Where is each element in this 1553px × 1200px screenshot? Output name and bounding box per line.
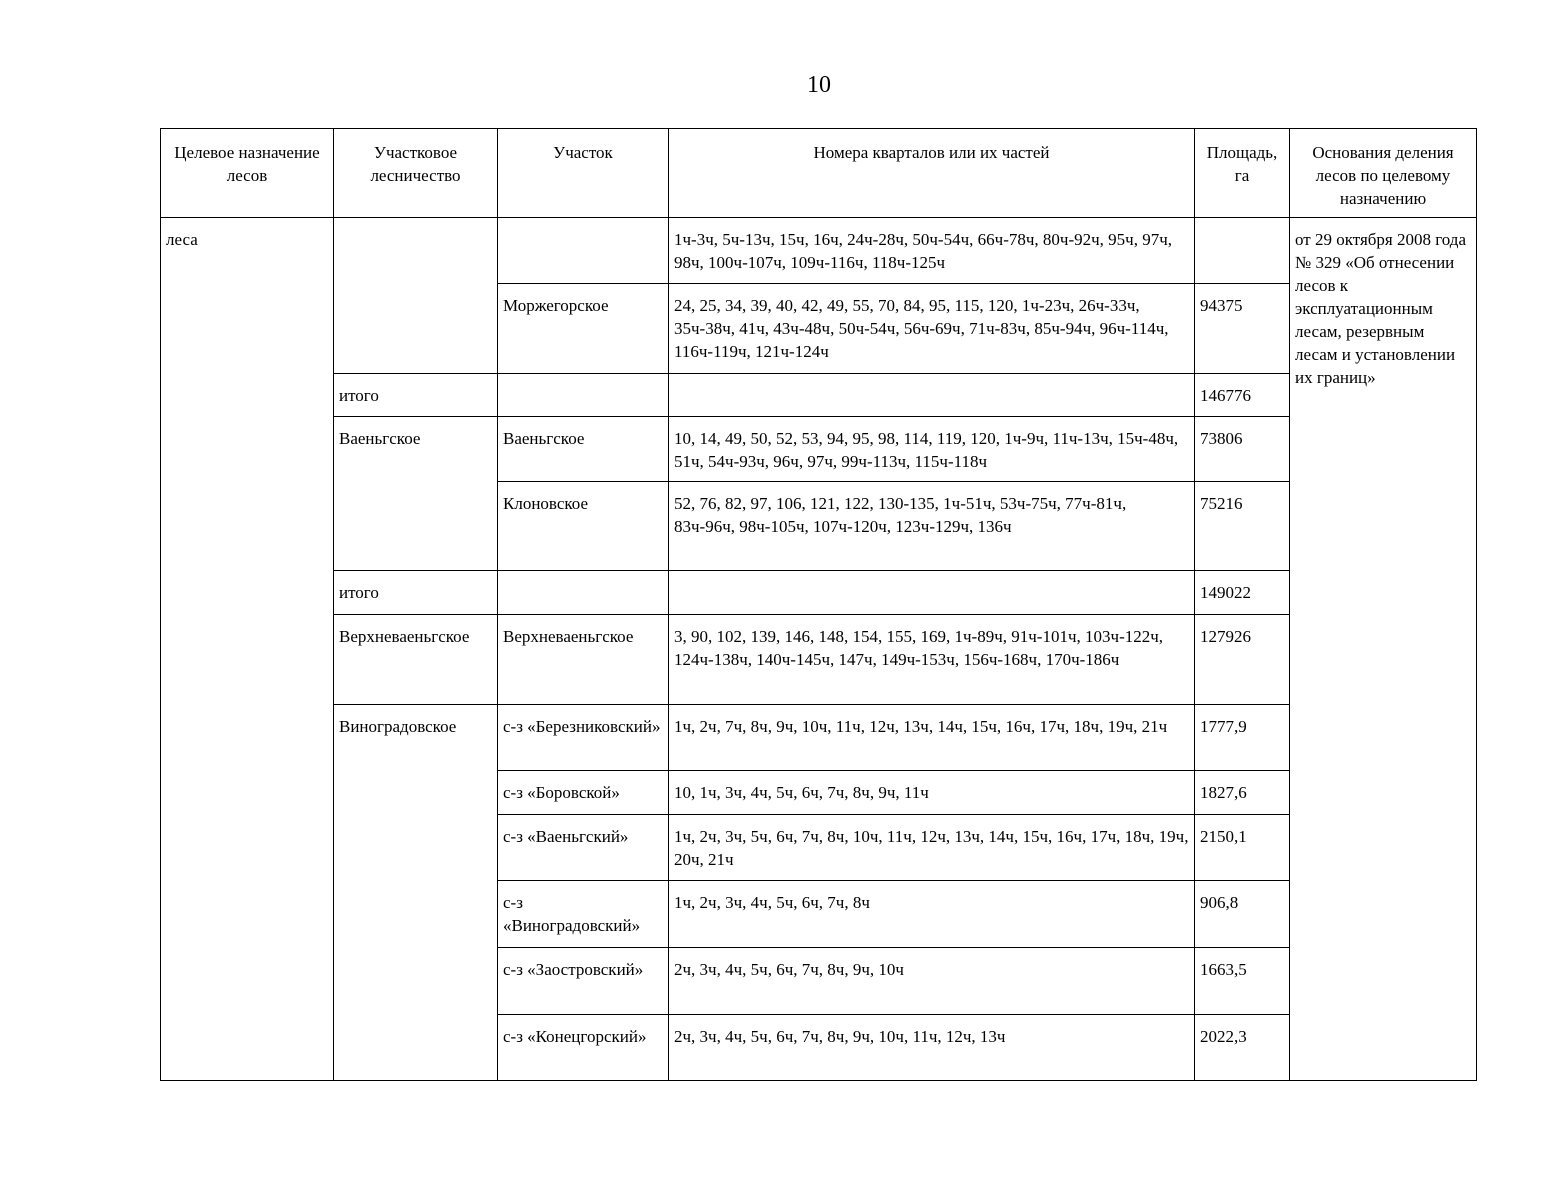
section-cell xyxy=(498,218,669,284)
section-cell: с-з «Ваеньгский» xyxy=(498,815,669,881)
header-quarters: Номера кварталов или их частей xyxy=(669,129,1195,218)
section-cell: с-з «Боровской» xyxy=(498,771,669,815)
section-cell: Ваеньгское xyxy=(498,417,669,482)
table-row xyxy=(161,417,1477,482)
table-row xyxy=(161,615,1477,705)
area-cell: 73806 xyxy=(1195,417,1290,482)
area-cell: 75216 xyxy=(1195,482,1290,571)
section-cell: с-з «Заостровский» xyxy=(498,948,669,1015)
table-row xyxy=(161,705,1477,771)
quarters-cell xyxy=(669,571,1195,615)
table-row-total xyxy=(161,571,1477,615)
section-cell xyxy=(498,571,669,615)
table-row xyxy=(161,218,1477,284)
forestry-cell: итого xyxy=(334,571,498,615)
forestry-cell: итого xyxy=(334,374,498,417)
area-cell: 146776 xyxy=(1195,374,1290,417)
forest-division-table xyxy=(160,128,1477,1081)
area-cell: 1663,5 xyxy=(1195,948,1290,1015)
quarters-cell: 10, 14, 49, 50, 52, 53, 94, 95, 98, 114, 119, 120, 1ч-9ч, 11ч-13ч, 15ч-48ч, 51ч, 54ч-93ч, 96ч, 97ч, 99ч-113ч, 115ч-118ч xyxy=(669,417,1195,482)
quarters-cell: 1ч, 2ч, 3ч, 4ч, 5ч, 6ч, 7ч, 8ч xyxy=(669,881,1195,948)
section-cell: с-з «Виноградовский» xyxy=(498,881,669,948)
section-cell: с-з «Березниковский» xyxy=(498,705,669,771)
section-cell xyxy=(498,374,669,417)
area-cell: 149022 xyxy=(1195,571,1290,615)
header-purpose: Целевое назначение лесов xyxy=(161,129,334,218)
table-header-row xyxy=(161,129,1477,218)
section-cell: с-з «Конецгорский» xyxy=(498,1015,669,1081)
area-cell: 1777,9 xyxy=(1195,705,1290,771)
forestry-cell: Верхневаеньгское xyxy=(334,615,498,705)
purpose-cell: леса xyxy=(161,218,334,1081)
area-cell: 94375 xyxy=(1195,284,1290,374)
quarters-cell: 10, 1ч, 3ч, 4ч, 5ч, 6ч, 7ч, 8ч, 9ч, 11ч xyxy=(669,771,1195,815)
quarters-cell: 1ч, 2ч, 7ч, 8ч, 9ч, 10ч, 11ч, 12ч, 13ч, 14ч, 15ч, 16ч, 17ч, 18ч, 19ч, 21ч xyxy=(669,705,1195,771)
quarters-cell: 52, 76, 82, 97, 106, 121, 122, 130-135, 1ч-51ч, 53ч-75ч, 77ч-81ч, 83ч-96ч, 98ч-105ч, 107ч-120ч, 123ч-129ч, 136ч xyxy=(669,482,1195,571)
area-cell xyxy=(1195,218,1290,284)
forestry-cell: Ваеньгское xyxy=(334,417,498,571)
quarters-cell: 24, 25, 34, 39, 40, 42, 49, 55, 70, 84, 95, 115, 120, 1ч-23ч, 26ч-33ч, 35ч-38ч, 41ч, 43ч-48ч, 50ч-54ч, 56ч-69ч, 71ч-83ч, 85ч-94ч, 96ч-114ч, 116ч-119ч, 121ч-124ч xyxy=(669,284,1195,374)
header-forestry: Участковое лесничество xyxy=(334,129,498,218)
area-cell: 906,8 xyxy=(1195,881,1290,948)
quarters-cell: 2ч, 3ч, 4ч, 5ч, 6ч, 7ч, 8ч, 9ч, 10ч, 11ч, 12ч, 13ч xyxy=(669,1015,1195,1081)
quarters-cell: 2ч, 3ч, 4ч, 5ч, 6ч, 7ч, 8ч, 9ч, 10ч xyxy=(669,948,1195,1015)
area-cell: 2150,1 xyxy=(1195,815,1290,881)
table-row-total xyxy=(161,374,1477,417)
section-cell: Верхневаеньгское xyxy=(498,615,669,705)
header-section: Участок xyxy=(498,129,669,218)
header-area: Площадь, га xyxy=(1195,129,1290,218)
quarters-cell: 1ч-3ч, 5ч-13ч, 15ч, 16ч, 24ч-28ч, 50ч-54ч, 66ч-78ч, 80ч-92ч, 95ч, 97ч, 98ч, 100ч-107ч, 109ч-116ч, 118ч-125ч xyxy=(669,218,1195,284)
page-number: 10 xyxy=(807,72,831,98)
area-cell: 2022,3 xyxy=(1195,1015,1290,1081)
area-cell: 1827,6 xyxy=(1195,771,1290,815)
quarters-cell: 3, 90, 102, 139, 146, 148, 154, 155, 169, 1ч-89ч, 91ч-101ч, 103ч-122ч, 124ч-138ч, 140ч-145ч, 147ч, 149ч-153ч, 156ч-168ч, 170ч-186ч xyxy=(669,615,1195,705)
header-basis: Основания деления лесов по целевому назначению xyxy=(1290,129,1477,218)
basis-cell: от 29 октября 2008 года № 329 «Об отнесении лесов к эксплуатационным лесам, резервным лесам и установлении их границ» xyxy=(1290,218,1477,1081)
section-cell: Клоновское xyxy=(498,482,669,571)
area-cell: 127926 xyxy=(1195,615,1290,705)
forestry-cell: Виноградовское xyxy=(334,705,498,1081)
quarters-cell: 1ч, 2ч, 3ч, 5ч, 6ч, 7ч, 8ч, 10ч, 11ч, 12ч, 13ч, 14ч, 15ч, 16ч, 17ч, 18ч, 19ч, 20ч, 21ч xyxy=(669,815,1195,881)
forestry-cell xyxy=(334,218,498,374)
quarters-cell xyxy=(669,374,1195,417)
section-cell: Моржегорское xyxy=(498,284,669,374)
